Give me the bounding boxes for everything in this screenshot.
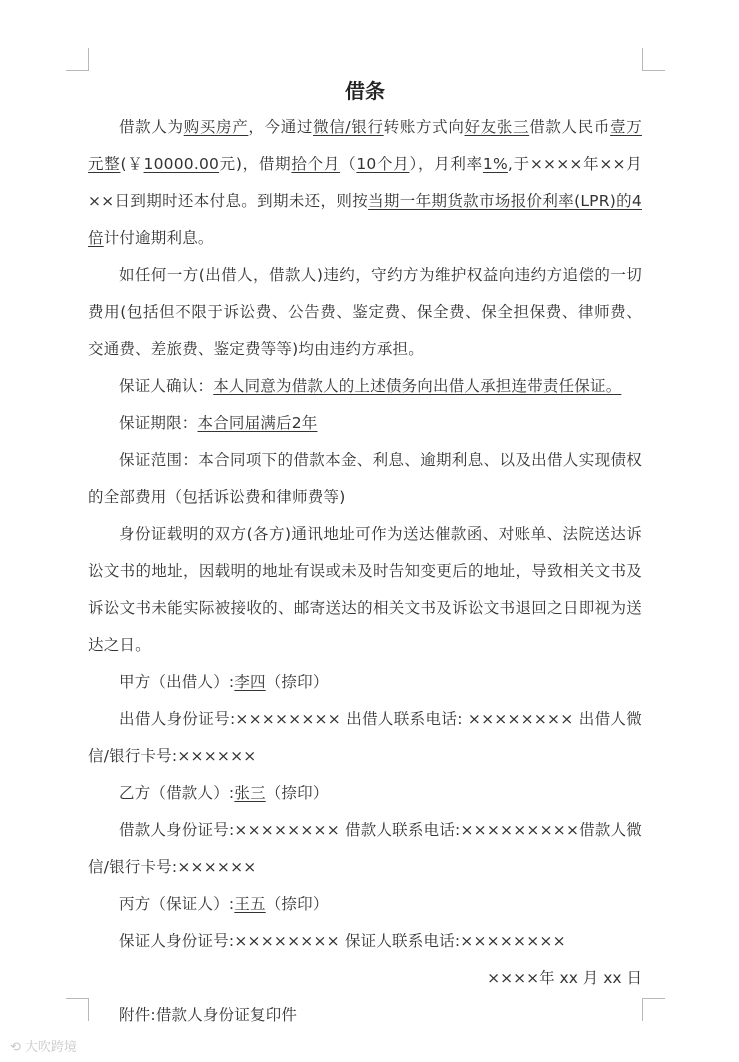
page-corner-mark (642, 998, 665, 1021)
loan-terms-paragraph: 借款人为购买房产，今通过微信/银行转账方式向好友张三借款人民币壹万元整(￥10000.00元)，借期拾个月（10个月），月利率1%,于××××年××月××日到期时还本付息。到期未还，则按当期一年期货款市场报价利率(LPR)的4倍计付逾期利息。 (88, 118, 642, 247)
party-a-line: 甲方（出借人）:李四（捺印） (119, 673, 329, 691)
party-c-info: 保证人身份证号:×××××××× 保证人联系电话:×××××××× (119, 932, 566, 950)
party-b-name: 张三 (234, 784, 266, 802)
page-corner-mark (642, 48, 665, 71)
watermark-logo-icon: ⟲ (10, 1040, 21, 1055)
monthly-rate: 1% (482, 155, 508, 173)
page-corner-mark (66, 998, 89, 1021)
guarantee-period: 保证期限：本合同届满后2年 (119, 414, 318, 432)
loan-term-words: 拾个月 (291, 155, 341, 173)
overdue-rate-basis: 当期一年期货款市场报价利率(LPR)的4倍 (88, 192, 642, 247)
watermark: ⟲ 大吹跨境 (10, 1040, 77, 1055)
party-a-name: 李四 (234, 673, 266, 691)
party-c-line: 丙方（保证人）:王五（捺印） (119, 895, 329, 913)
party-b-info: 借款人身份证号:×××××××× 借款人联系电话:×××××××××借款人微信/银行卡号:×××××× (88, 821, 642, 876)
amount-in-words: 壹万元整 (88, 118, 642, 173)
party-a-info: 出借人身份证号:×××××××× 出借人联系电话: ×××××××× 出借人微信/银行卡号:×××××× (88, 710, 642, 765)
document-body (88, 75, 642, 1034)
signing-date: ××××年 xx 月 xx 日 (487, 969, 642, 987)
attachment-note: 附件:借款人身份证复印件 (119, 1006, 298, 1024)
amount-in-numbers: 10000.00 (143, 155, 220, 173)
party-c-name: 王五 (234, 895, 266, 913)
party-b-line: 乙方（借款人）:张三（捺印） (119, 784, 329, 802)
loan-term-number: 10个月 (356, 155, 410, 173)
document-title: 借条 (345, 79, 385, 103)
guarantor-statement: 本人同意为借款人的上述债务向出借人承担连带责任保证。 (213, 377, 622, 395)
transfer-method: 微信/银行 (313, 118, 384, 136)
lender-name: 好友张三 (464, 118, 530, 136)
service-address-clause: 身份证载明的双方(各方)通讯地址可作为送达催款函、对账单、法院送达诉讼文书的地址，因载明的地址有误或未及时告知变更后的地址，导致相关文书及诉讼文书未能实际被接收的、邮寄送达的相关文书及诉讼文书退回之日即视为送达之日。 (88, 525, 642, 654)
page-corner-mark (66, 48, 89, 71)
breach-clause: 如任何一方(出借人，借款人)违约，守约方为维护权益向违约方追偿的一切费用(包括但不限于诉讼费、公告费、鉴定费、保全费、保全担保费、律师费、交通费、差旅费、鉴定费等等)均由违约方承担。 (88, 266, 642, 358)
loan-purpose: 购买房产 (183, 118, 249, 136)
guarantee-period-value: 本合同届满后2年 (197, 414, 318, 432)
guarantee-scope: 保证范围：本合同项下的借款本金、利息、逾期利息、以及出借人实现债权的全部费用（包括诉讼费和律师费等) (88, 451, 642, 506)
guarantor-confirmation: 保证人确认：本人同意为借款人的上述债务向出借人承担连带责任保证。 (119, 377, 622, 395)
